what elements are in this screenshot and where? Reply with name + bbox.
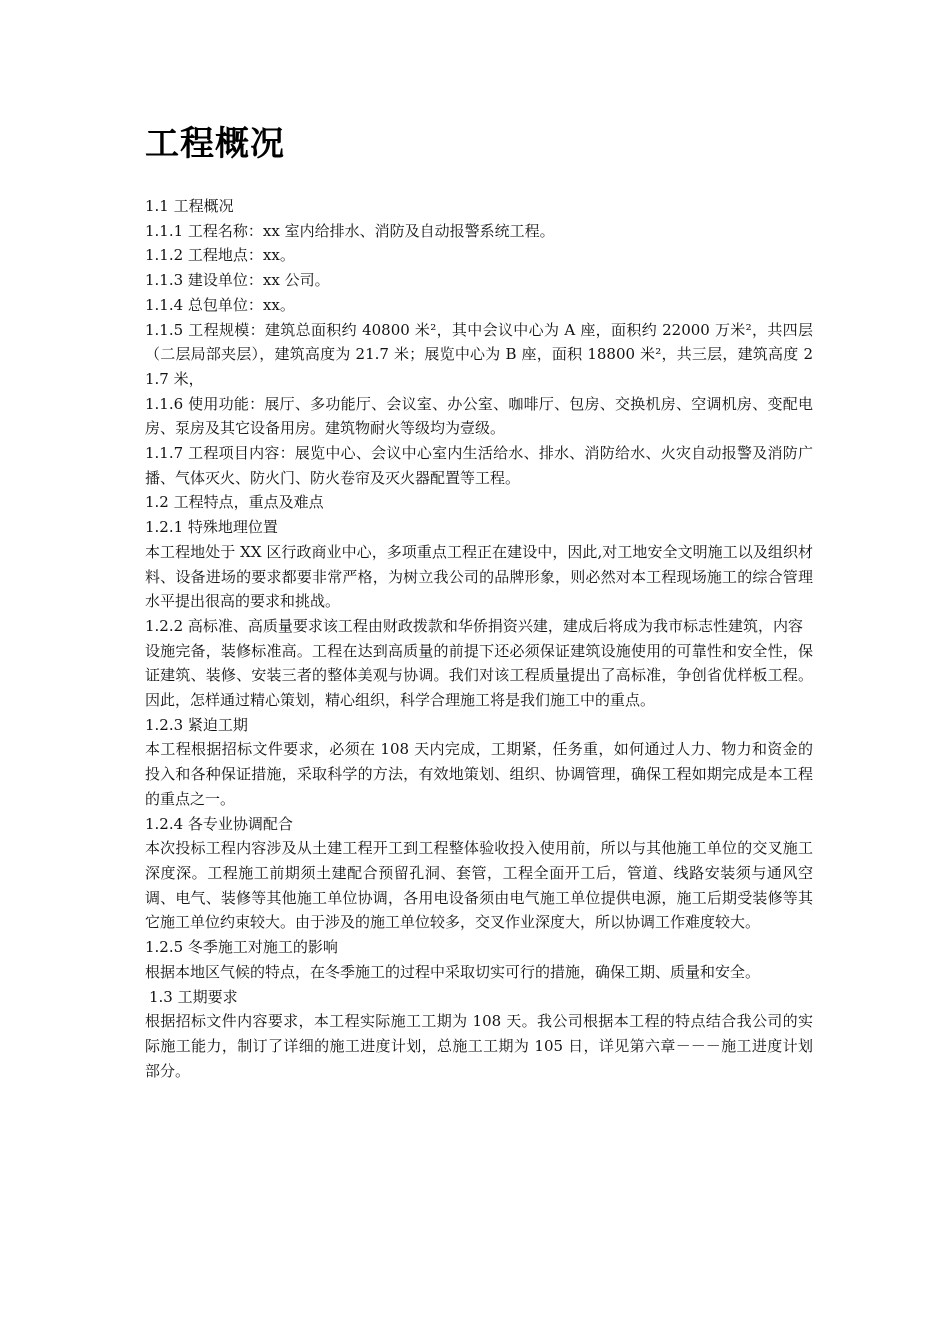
paragraph-line: 1.2.2 高标准、高质量要求该工程由财政拨款和华侨捐资兴建，建成后将成为我市标志性建筑，内容: [145, 616, 803, 635]
section-heading: 1.1 工程概况: [145, 197, 234, 215]
paragraph-line: 1.1.1 工程名称：xx 室内给排水、消防及自动报警系统工程。: [145, 221, 555, 240]
paragraph-line: 1.1.7 工程项目内容：展览中心、会议中心室内生活给水、排水、消防给水、火灾自动报警及消防广播、气体灭火、防火门、防火卷帘及灭火器配置等工程。: [145, 444, 813, 487]
paragraph-line: 本工程根据招标文件要求，必须在 108 天内完成，工期紧，任务重，如何通过人力、物力和资金的投入和各种保证措施，采取科学的方法，有效地策划、组织、协调管理，确保工程如期完成是本工程的重点之一。: [145, 740, 813, 808]
paragraph-line: 根据本地区气候的特点，在冬季施工的过程中采取切实可行的措施，确保工期、质量和安全。: [145, 962, 761, 981]
subsection-heading: 1.2.3 紧迫工期: [145, 715, 248, 734]
document-title: 工程概况: [145, 124, 285, 164]
paragraph-line: 根据招标文件内容要求，本工程实际施工工期为 108 天。我公司根据本工程的特点结合我公司的实际施工能力，制订了详细的施工进度计划，总施工工期为 105 日，详见第六章－－－施工进度计划部分。: [145, 1012, 813, 1080]
section-heading: 1.3 工期要求: [149, 987, 238, 1006]
paragraph-line: 1.1.6 使用功能：展厅、多功能厅、会议室、办公室、咖啡厅、包房、交换机房、空调机房、变配电房、泵房及其它设备用房。建筑物耐火等级均为壹级。: [145, 394, 813, 438]
paragraph-line: 1.1.5 工程规模：建筑总面积约 40800 米²，其中会议中心为 A 座，面积约 22000 万米²，共四层（二层局部夹层），建筑高度为 21.7 米；展览中心为 B 座，面积 18800 米²，共三层，建筑高度 21.7 米，: [145, 320, 813, 388]
paragraph-line: 1.1.3 建设单位：xx 公司。: [145, 271, 330, 290]
subsection-heading: 1.2.4 各专业协调配合: [145, 814, 293, 833]
subsection-heading: 1.2.1 特殊地理位置: [145, 518, 278, 537]
paragraph-line: 1.1.2 工程地点：xx。: [145, 246, 295, 265]
paragraph-line: 1.1.4 总包单位：xx。: [145, 295, 295, 314]
paragraph-line: 设施完备，装修标准高。工程在达到高质量的前提下还必须保证建筑设施使用的可靠性和安全性，保证建筑、装修、安装三者的整体美观与协调。我们对该工程质量提出了高标准，争创省优样板工程。因此，怎样通过精心策划，精心组织，科学合理施工将是我们施工中的重点。: [145, 641, 813, 710]
document-page: [145, 120, 813, 1083]
paragraph-line: 本工程地处于 XX 区行政商业中心，多项重点工程正在建设中，因此,对工地安全文明施工以及组织材料、设备进场的要求都要非常严格，为树立我公司的品牌形象，则必然对本工程现场施工的综合管理水平提出很高的要求和挑战。: [145, 542, 813, 611]
section-heading: 1.2 工程特点，重点及难点: [145, 493, 324, 512]
paragraph-line: 本次投标工程内容涉及从土建工程开工到工程整体验收投入使用前，所以与其他施工单位的交叉施工深度深。工程施工前期须土建配合预留孔洞、套管，工程全面开工后，管道、线路安装须与通风空调、电气、装修等其他施工单位协调，各用电设备须由电气施工单位提供电源，施工后期受装修等其它施工单位约束较大。由于涉及的施工单位较多，交叉作业深度大，所以协调工作难度较大。: [145, 839, 813, 932]
subsection-heading: 1.2.5 冬季施工对施工的影响: [145, 938, 338, 957]
